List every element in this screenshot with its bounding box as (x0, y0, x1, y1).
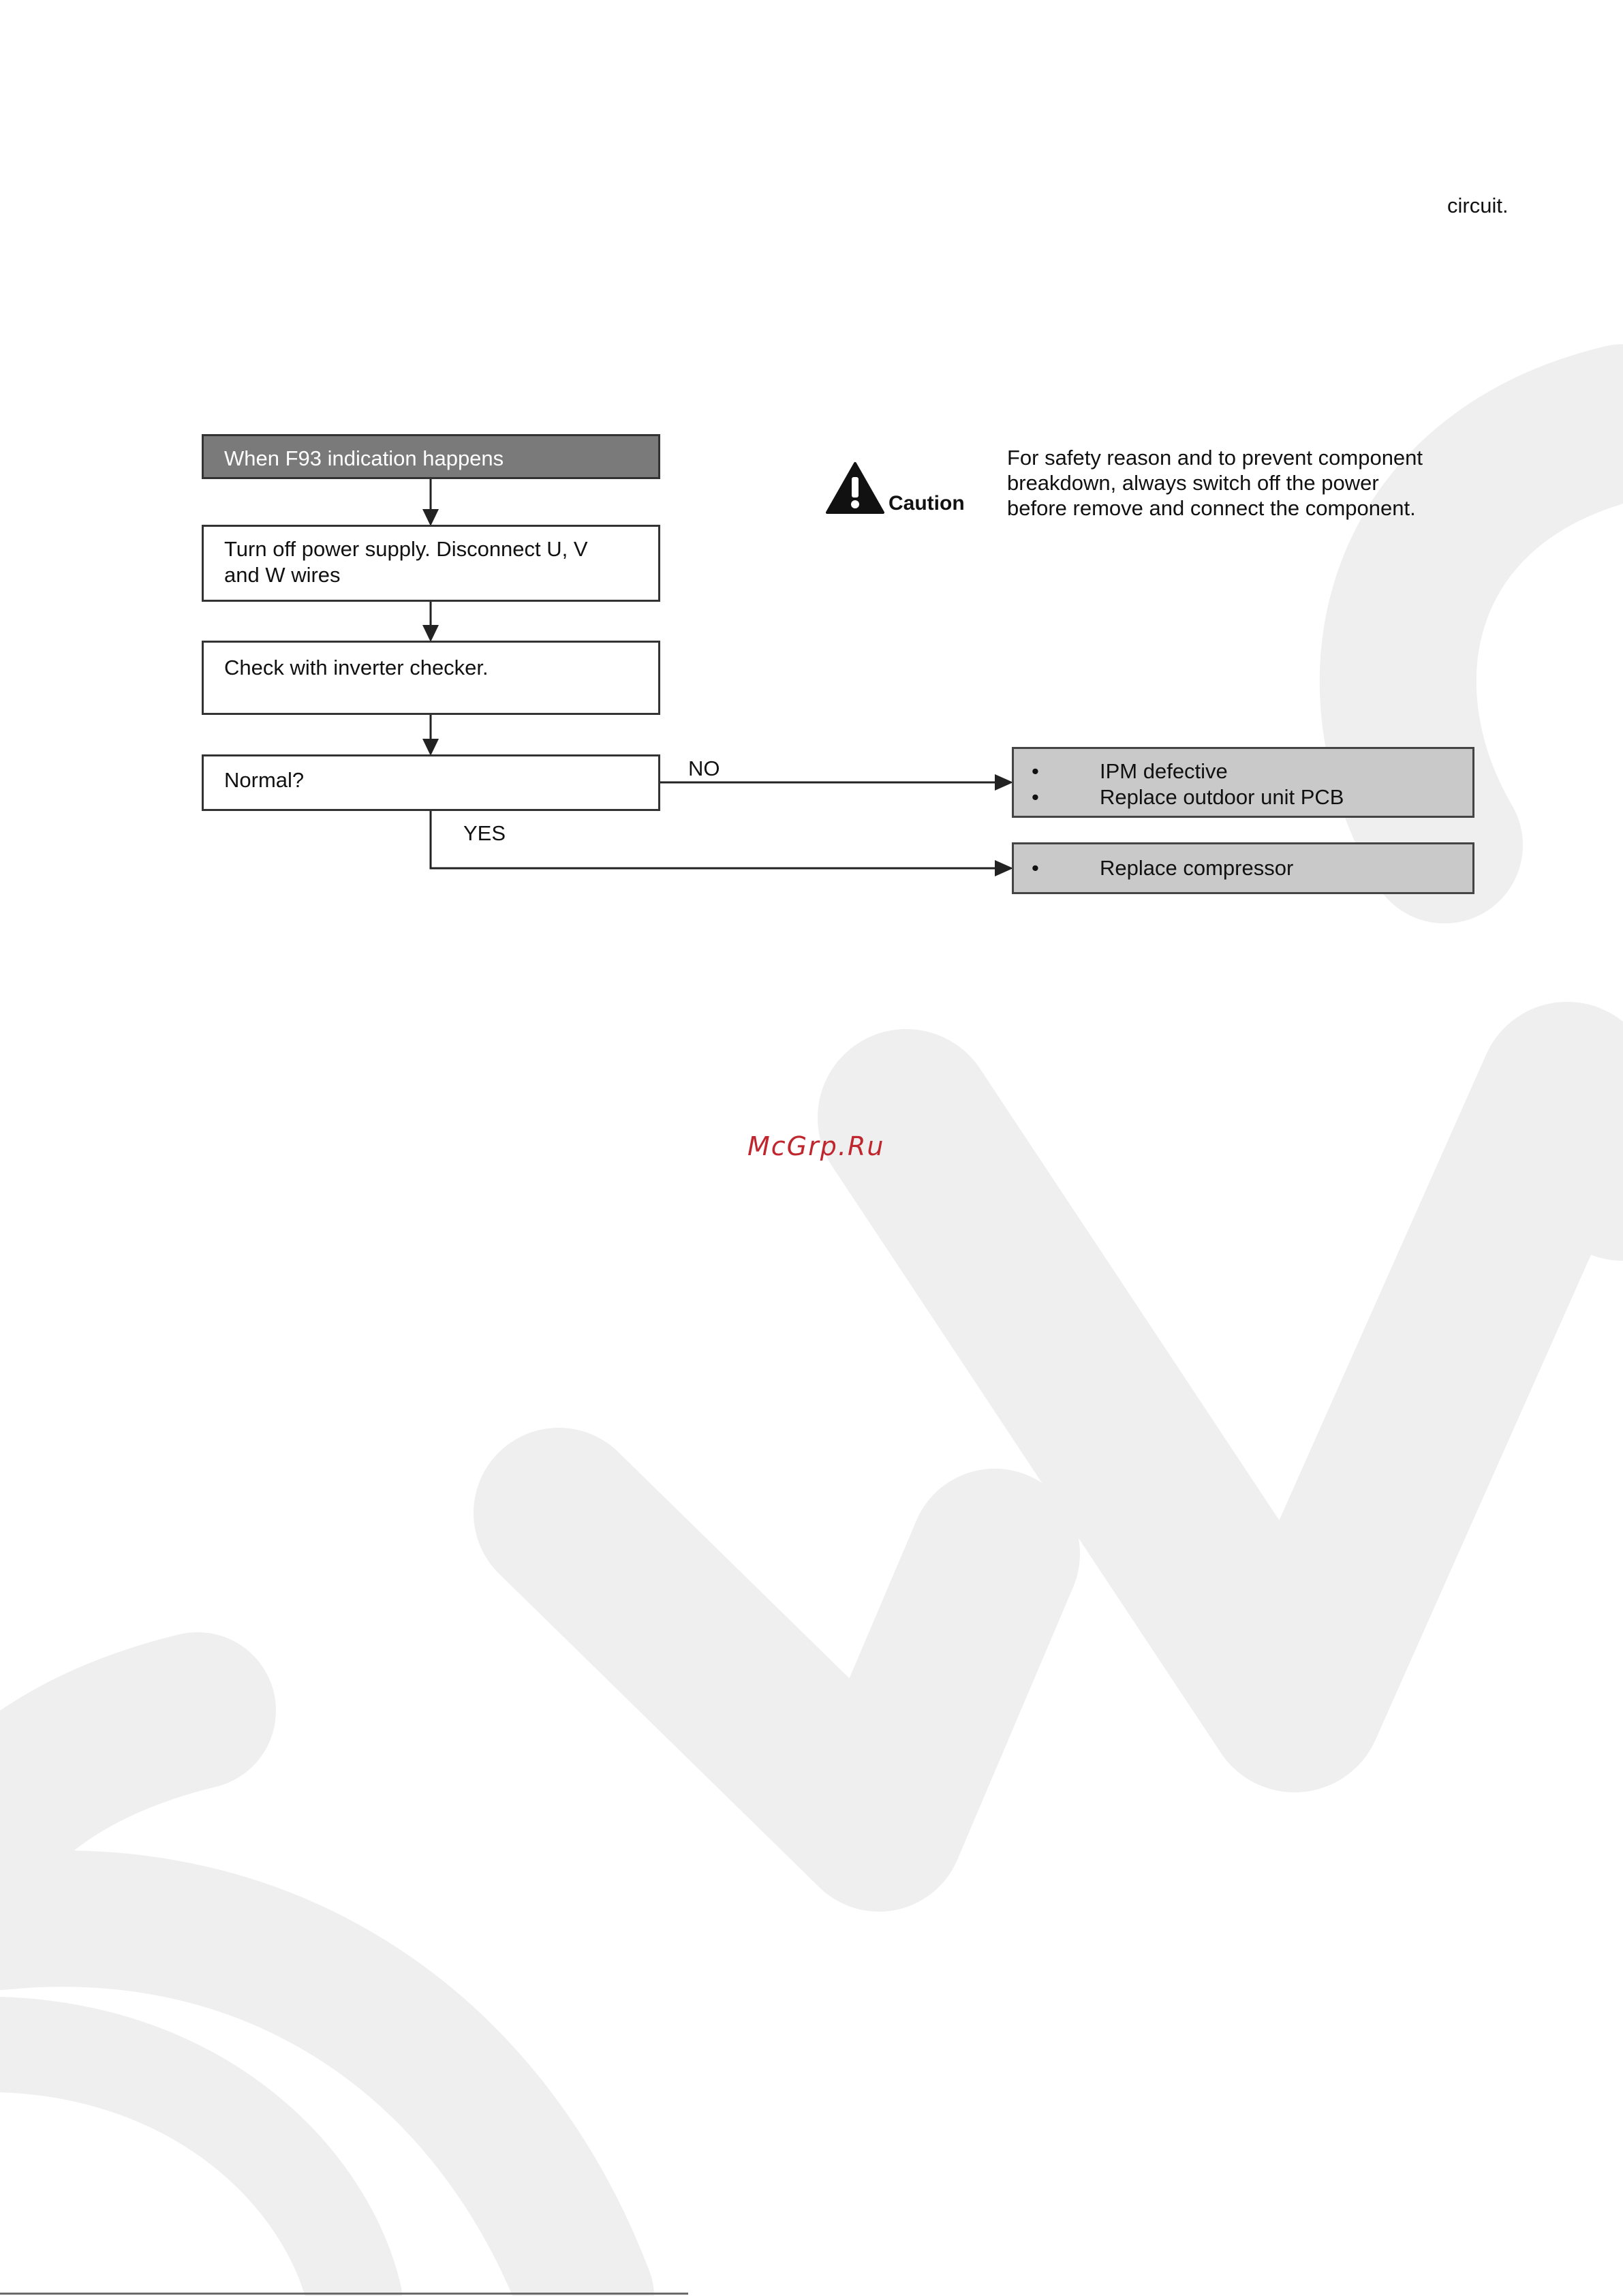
power-step-box (202, 525, 660, 602)
arrowhead-yes (995, 860, 1013, 876)
bullet-icon: • (1032, 759, 1039, 783)
bullet-icon: • (1032, 785, 1039, 809)
start-box (202, 434, 660, 479)
caution-note-line: For safety reason and to prevent component (1007, 446, 1423, 470)
arrowhead-decision (422, 739, 439, 756)
warning-triangle-icon (824, 461, 886, 515)
check-step-box (202, 641, 660, 715)
result-no-item-text: Replace outdoor unit PCB (1100, 785, 1344, 809)
start-box-label: When F93 indication happens (224, 446, 504, 470)
footer-rule (0, 2293, 688, 2295)
result-yes-box (1012, 842, 1474, 894)
caution-label: Caution (888, 492, 965, 515)
branch-no-label: NO (688, 756, 720, 780)
branch-yes-label: YES (463, 821, 506, 845)
arrowhead-check (422, 625, 439, 642)
power-step-label: Turn off power supply. Disconnect U, V and W wires (224, 537, 588, 587)
arrowhead-power (422, 509, 439, 526)
decision-label: Normal? (224, 768, 305, 792)
bullet-icon: • (1032, 856, 1039, 880)
arrowhead-no (995, 774, 1013, 791)
caution-note-line: before remove and connect the component. (1007, 496, 1416, 520)
caution-note-line: breakdown, always switch off the power (1007, 471, 1379, 495)
decision-box (202, 754, 660, 811)
connector-yes-branch (431, 810, 1001, 868)
check-step-label: Check with inverter checker. (224, 656, 489, 679)
site-watermark-text: McGrp.Ru (747, 1131, 885, 1161)
caution-note (1007, 445, 1423, 521)
result-no-item-text: IPM defective (1100, 759, 1228, 783)
result-no-box (1012, 747, 1474, 818)
header-trailing-word: circuit. (1447, 194, 1509, 217)
result-yes-item-text: Replace compressor (1100, 856, 1294, 880)
